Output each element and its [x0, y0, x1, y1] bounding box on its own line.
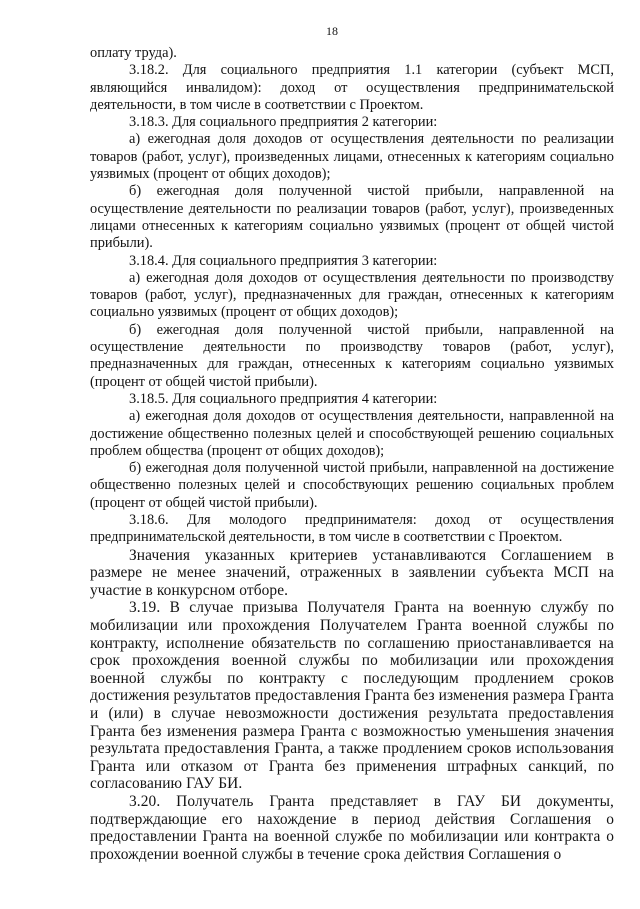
- paragraph-3-18-3-heading: 3.18.3. Для социального предприятия 2 категории:: [129, 114, 438, 131]
- paragraph-3-18-5-heading: 3.18.5. Для социального предприятия 4 категории:: [129, 390, 438, 407]
- paragraph-3-18-5-b: б) ежегодная доля полученной чистой прибыли, направленной на достижение общественно полезных целей и способствующих решению социальных проблем (процент от общей чистой прибыли).: [90, 460, 614, 511]
- paragraph-3-18-3-a: а) ежегодная доля доходов от осуществления деятельности по реализации товаров (работ, услуг), произведенных лицами, отнесенных к категориям социально уязвимых (процент от общих доходов);: [90, 131, 614, 183]
- paragraph-3-18-4-heading: 3.18.4. Для социального предприятия 3 категории:: [129, 252, 438, 269]
- paragraph-3-18-4-a: а) ежегодная доля доходов от осуществления деятельности по производству товаров (работ, услуг), предназначенных для граждан, отнесенных к категориям социально уязвимых (процент от общих доходов);: [90, 269, 614, 321]
- paragraph-3-20: 3.20. Получатель Гранта представляет в ГАУ БИ документы, подтверждающие его нахождение в период действия Соглашения о предоставлении Гранта на военной службе по мобилизации или контракта о прохождении военной службы в течение срока действия Соглашения о: [90, 792, 614, 863]
- paragraph-3-18-3-b: б) ежегодная доля полученной чистой прибыли, направленной на осуществление деятельности по реализации товаров (работ, услуг), произведенных лицами отнесенных к категориям социально уязвимых (процент от общей чистой прибыли).: [90, 183, 614, 252]
- paragraph-continuation: оплату труда).: [90, 45, 177, 61]
- document-body: [90, 45, 614, 863]
- paragraph-3-19: 3.19. В случае призыва Получателя Гранта на военную службу по мобилизации или прохождения Получателем Гранта военной службы по контракту, исполнение обязательств по соглашению приостанавливается на срок прохождения военной службы по мобилизации или прохождения военной службы по контракту с последующим продлением сроков достижения результатов предоставления Гранта без изменения размера Гранта и (или) в случае невозможности достижения результата предоставления Гранта без изменения размера Гранта с возможностью уменьшения значения результата предоставления Гранта, а также продлением сроков использования Гранта или отказом от Гранта без применения штрафных санкций, по согласованию ГАУ БИ.: [90, 599, 614, 793]
- paragraph-3-18-6: 3.18.6. Для молодого предпринимателя: доход от осуществления предпринимательской деятельности, в том числе в соответствии с Проектом.: [90, 512, 614, 546]
- paragraph-3-18-5-a: а) ежегодная доля доходов от осуществления деятельности, направленной на достижение общественно полезных целей и способствующей решению социальных проблем общества (процент от общих доходов);: [90, 408, 614, 459]
- page-number: 18: [326, 24, 338, 38]
- paragraph-3-18-4-b: б) ежегодная доля полученной чистой прибыли, направленной на осуществление деятельности по производству товаров (работ, услуг), предназначенных для граждан, отнесенных к категориям социально уязвимых (процент от общей чистой прибыли).: [90, 321, 614, 390]
- paragraph-3-18-2: 3.18.2. Для социального предприятия 1.1 категории (субъект МСП, являющийся инвалидом): доход от осуществления предпринимательской деятельности, в том числе в соответствии с Проектом.: [90, 62, 614, 113]
- paragraph-criteria-values: Значения указанных критериев устанавливаются Соглашением в размере не менее значений, отраженных в заявлении субъекта МСП на участие в конкурсном отборе.: [90, 546, 614, 599]
